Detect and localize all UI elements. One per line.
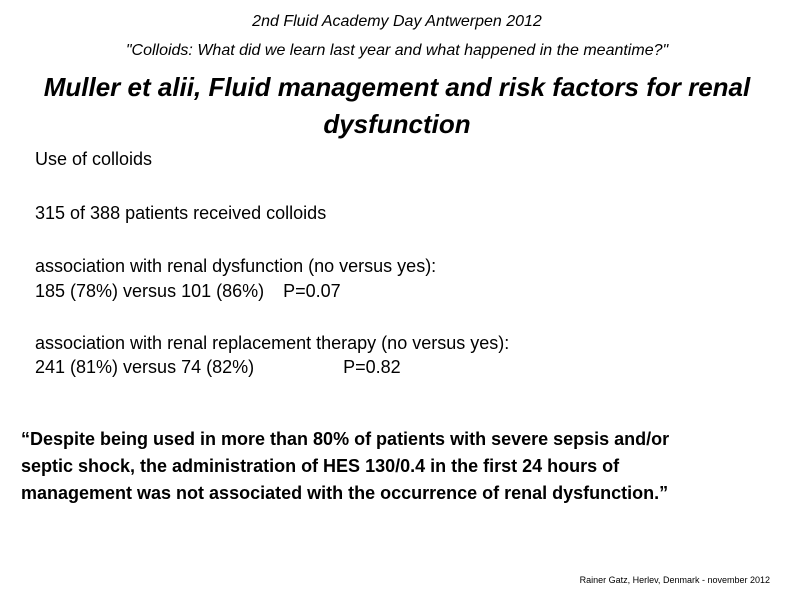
quote-line-1: “Despite being used in more than 80% of patients with severe sepsis and/or bbox=[21, 429, 670, 449]
footer-credit: Rainer Gatz, Herlev, Denmark - november 2012 bbox=[579, 575, 770, 585]
session-title: "Colloids: What did we learn last year and what happened in the meantime?" bbox=[125, 42, 669, 59]
patients-received-colloids: 315 of 388 patients received colloids bbox=[35, 203, 327, 223]
renal-dysfunction-p-value: P=0.07 bbox=[283, 281, 341, 301]
renal-replacement-values: 241 (81%) versus 74 (82%) bbox=[35, 357, 255, 377]
renal-replacement-association-label: association with renal replacement therapy (no versus yes): bbox=[35, 333, 510, 353]
renal-dysfunction-result bbox=[35, 279, 341, 303]
conference-title: 2nd Fluid Academy Day Antwerpen 2012 bbox=[252, 13, 542, 30]
use-of-colloids-heading: Use of colloids bbox=[35, 149, 153, 169]
quote-line-3: management was not associated with the occurrence of renal dysfunction.” bbox=[21, 483, 669, 503]
slide-title-line-1: Muller et alii, Fluid management and risk factors for renal bbox=[43, 72, 751, 102]
renal-dysfunction-association-label: association with renal dysfunction (no versus yes): bbox=[35, 256, 437, 276]
quote-line-2: septic shock, the administration of HES 130/0.4 in the first 24 hours of bbox=[21, 456, 620, 476]
renal-dysfunction-values: 185 (78%) versus 101 (86%) bbox=[35, 281, 265, 301]
renal-replacement-result bbox=[35, 355, 401, 379]
slide-title-line-2: dysfunction bbox=[323, 109, 471, 139]
renal-replacement-p-value: P=0.82 bbox=[343, 357, 401, 377]
